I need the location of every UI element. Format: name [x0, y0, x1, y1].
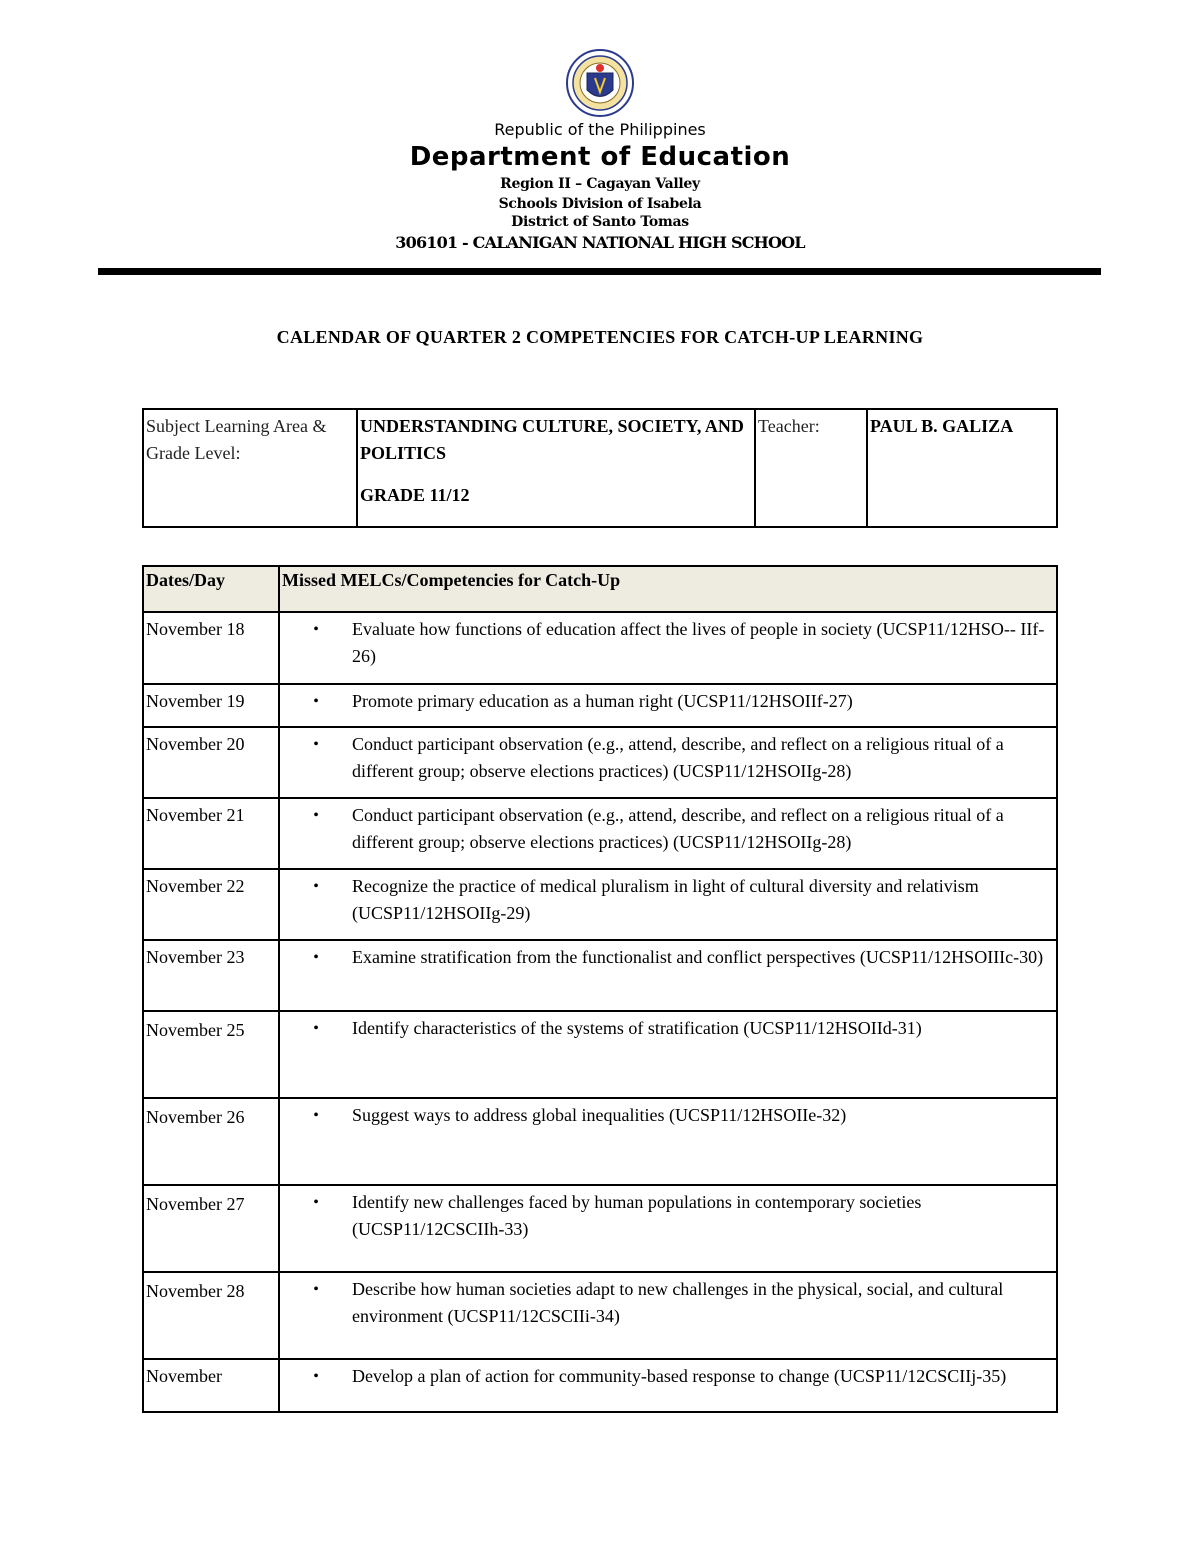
- row-competency: [279, 727, 1057, 798]
- bullet-icon: •: [313, 1194, 319, 1211]
- teacher-label: Teacher:: [755, 409, 867, 527]
- row-competency: [279, 612, 1057, 684]
- row-date-text: November 28: [146, 1281, 245, 1301]
- subject-info-table: [142, 408, 1058, 528]
- row-competency: [279, 798, 1057, 869]
- row-date: [143, 1272, 279, 1359]
- competency-text: Suggest ways to address global inequalities (UCSP11/12HSOIIe-32): [352, 1105, 847, 1125]
- row-date: [143, 798, 279, 869]
- table-row: [143, 798, 1057, 869]
- school-name: 306101 - CALANIGAN NATIONAL HIGH SCHOOL: [395, 233, 805, 252]
- bullet-icon: •: [313, 1281, 319, 1298]
- bullet-icon: •: [313, 1107, 319, 1124]
- row-date-text: November 18: [146, 619, 245, 639]
- bullet-icon: •: [313, 807, 319, 824]
- competency-text: Conduct participant observation (e.g., attend, describe, and reflect on a religious ritual of a different group; observe elections practices) (UCSP11/12HSOIIg-28): [352, 805, 1004, 852]
- division-line: Schools Division of Isabela: [498, 196, 702, 212]
- deped-seal-icon: [565, 48, 635, 118]
- table-row: [143, 612, 1057, 684]
- region-line: Region II – Cagayan Valley: [500, 176, 700, 192]
- table-row: [143, 684, 1057, 727]
- row-competency: [279, 1011, 1057, 1098]
- competency-text: Evaluate how functions of education affect the lives of people in society (UCSP11/12HSO-- IIf-26): [352, 619, 1045, 666]
- header-divider: [98, 268, 1101, 275]
- row-date-text: November 19: [146, 691, 245, 711]
- subject-name: UNDERSTANDING CULTURE, SOCIETY, AND POLITICS: [360, 416, 744, 463]
- row-date-text: November 23: [146, 947, 245, 967]
- document-title: CALENDAR OF QUARTER 2 COMPETENCIES FOR CATCH-UP LEARNING: [276, 327, 924, 347]
- competency-schedule-table: [142, 565, 1058, 1413]
- row-date-text: November 27: [146, 1194, 245, 1214]
- table-row: [143, 940, 1057, 1011]
- row-date-text: November 26: [146, 1107, 245, 1127]
- bullet-icon: •: [313, 736, 319, 753]
- subject-label: Subject Learning Area & Grade Level:: [143, 409, 357, 527]
- row-date: [143, 727, 279, 798]
- competency-text: Examine stratification from the functionalist and conflict perspectives (UCSP11/12HSOIIIc-30): [352, 947, 1044, 967]
- row-competency: [279, 869, 1057, 940]
- row-date: [143, 684, 279, 727]
- row-date: [143, 1011, 279, 1098]
- table-row: [143, 1359, 1057, 1412]
- competency-text: Describe how human societies adapt to new challenges in the physical, social, and cultural environment (UCSP11/12CSCIIi-34): [352, 1279, 1004, 1326]
- bullet-icon: •: [313, 1020, 319, 1037]
- row-competency: [279, 1098, 1057, 1185]
- row-date: [143, 1185, 279, 1272]
- competency-text: Develop a plan of action for community-based response to change (UCSP11/12CSCIIj-35): [352, 1366, 1007, 1386]
- teacher-value: PAUL B. GALIZA: [867, 409, 1057, 527]
- competency-text: Recognize the practice of medical pluralism in light of cultural diversity and relativism (UCSP11/12HSOIIg-29): [352, 876, 979, 923]
- table-row: [143, 1098, 1057, 1185]
- competency-text: Identify characteristics of the systems of stratification (UCSP11/12HSOIId-31): [352, 1018, 922, 1038]
- row-date-text: November: [146, 1366, 222, 1386]
- district-line: District of Santo Tomas: [511, 214, 689, 230]
- row-competency: [279, 1272, 1057, 1359]
- row-date: [143, 612, 279, 684]
- republic-line: Republic of the Philippines: [494, 120, 706, 139]
- bullet-icon: •: [313, 878, 319, 895]
- department-name: Department of Education: [409, 142, 791, 172]
- row-competency: [279, 1359, 1057, 1412]
- table-row: [143, 727, 1057, 798]
- competency-text: Conduct participant observation (e.g., attend, describe, and reflect on a religious ritual of a different group; observe elections practices) (UCSP11/12HSOIIg-28): [352, 734, 1004, 781]
- competency-text: Promote primary education as a human right (UCSP11/12HSOIIf-27): [352, 691, 853, 711]
- row-date-text: November 25: [146, 1020, 245, 1040]
- bullet-icon: •: [313, 621, 319, 638]
- row-date-text: November 20: [146, 734, 245, 754]
- bullet-icon: •: [313, 693, 319, 710]
- table-row: [143, 869, 1057, 940]
- row-date: [143, 869, 279, 940]
- row-competency: [279, 684, 1057, 727]
- header-dates: Dates/Day: [143, 566, 279, 612]
- table-row: [143, 1185, 1057, 1272]
- row-competency: [279, 940, 1057, 1011]
- bullet-icon: •: [313, 1368, 319, 1385]
- header-competencies: Missed MELCs/Competencies for Catch-Up: [279, 566, 1057, 612]
- table-row: [143, 1011, 1057, 1098]
- table-row: [143, 1272, 1057, 1359]
- subject-value: [357, 409, 755, 527]
- grade-level: GRADE 11/12: [360, 485, 470, 505]
- row-date-text: November 22: [146, 876, 245, 896]
- row-date: [143, 940, 279, 1011]
- bullet-icon: •: [313, 949, 319, 966]
- row-date: [143, 1359, 279, 1412]
- row-competency: [279, 1185, 1057, 1272]
- row-date-text: November 21: [146, 805, 245, 825]
- competency-text: Identify new challenges faced by human populations in contemporary societies (UCSP11/12CSCIIh-33): [352, 1192, 922, 1239]
- row-date: [143, 1098, 279, 1185]
